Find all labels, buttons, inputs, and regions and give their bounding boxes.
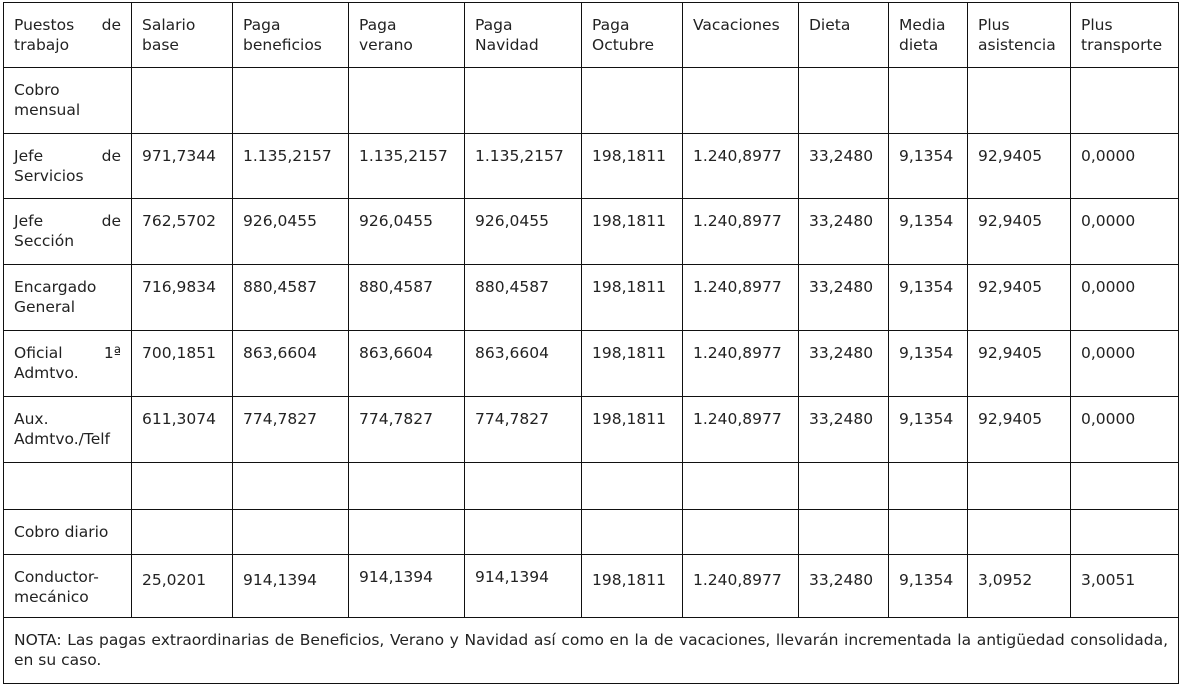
empty-cell [349,68,465,134]
puesto-cell [4,199,132,265]
section-label-monthly: Cobro mensual [4,68,132,134]
section-label-daily: Cobro diario [4,510,132,555]
section-row-monthly [4,68,1179,134]
paga-navidad-cell: 774,7827 [465,397,582,463]
puesto-word: mecánico [14,588,89,606]
empty-cell [968,68,1071,134]
puesto-cell [4,397,132,463]
empty-cell [1071,463,1179,510]
puesto-word: Admtvo./Telf [14,430,111,448]
empty-cell [132,510,233,555]
header-paga-navidad: Paga Navidad [465,3,582,68]
puesto-word: Encargado [14,278,97,296]
table-row [4,199,1179,265]
header-paga-beneficios: Paga beneficios [233,3,349,68]
puesto-cell [4,265,132,331]
empty-cell [683,463,799,510]
paga-octubre-cell: 198,1811 [582,397,683,463]
media-dieta-cell: 9,1354 [889,331,968,397]
paga-octubre-cell: 198,1811 [582,199,683,265]
salary-table [3,2,1179,684]
paga-beneficios-cell: 880,4587 [233,265,349,331]
paga-verano-cell: 1.135,2157 [349,134,465,199]
empty-cell [349,463,465,510]
media-dieta-cell: 9,1354 [889,199,968,265]
empty-cell [233,463,349,510]
header-plus-asistencia: Plus asistencia [968,3,1071,68]
paga-beneficios-cell: 863,6604 [233,331,349,397]
empty-cell [889,463,968,510]
puesto-word: Oficial [14,344,63,362]
empty-cell [132,68,233,134]
paga-verano-cell: 926,0455 [349,199,465,265]
header-vacaciones: Vacaciones [683,3,799,68]
salario-base-cell: 611,3074 [132,397,233,463]
section-row-daily [4,510,1179,555]
table-row [4,265,1179,331]
puesto-word: Jefe [14,212,44,230]
dieta-cell: 33,2480 [799,134,889,199]
plus-asistencia-cell: 92,9405 [968,199,1071,265]
puesto-word: Aux. [14,410,49,428]
puesto-word: de [101,212,121,230]
plus-asistencia-cell: 92,9405 [968,265,1071,331]
paga-verano-cell: 863,6604 [349,331,465,397]
empty-cell [889,510,968,555]
salario-base-cell: 25,0201 [132,555,233,618]
media-dieta-cell: 9,1354 [889,397,968,463]
empty-cell [349,510,465,555]
puesto-word: General [14,298,76,316]
paga-verano-cell: 914,1394 [349,555,465,618]
salario-base-cell: 762,5702 [132,199,233,265]
paga-octubre-cell: 198,1811 [582,331,683,397]
paga-navidad-cell: 1.135,2157 [465,134,582,199]
empty-cell [132,463,233,510]
plus-transporte-cell: 0,0000 [1071,331,1179,397]
paga-verano-cell: 880,4587 [349,265,465,331]
empty-row [4,463,1179,510]
header-plus-transporte: Plus transporte [1071,3,1179,68]
empty-cell [683,68,799,134]
header-dieta: Dieta [799,3,889,68]
puesto-word: 1ª [103,344,121,362]
empty-cell [582,463,683,510]
dieta-cell: 33,2480 [799,555,889,618]
header-paga-verano: Paga verano [349,3,465,68]
puesto-word: Servicios [14,167,84,185]
vacaciones-cell: 1.240,8977 [683,265,799,331]
empty-cell [799,510,889,555]
table-row [4,397,1179,463]
puesto-word: Conductor- [14,568,99,586]
empty-cell [889,68,968,134]
plus-transporte-cell: 0,0000 [1071,199,1179,265]
header-media-dieta: Media dieta [889,3,968,68]
puesto-word: Jefe [14,147,44,165]
empty-cell [799,463,889,510]
empty-cell [233,68,349,134]
paga-verano-cell: 774,7827 [349,397,465,463]
salario-base-cell: 700,1851 [132,331,233,397]
vacaciones-cell: 1.240,8977 [683,397,799,463]
empty-cell [582,510,683,555]
dieta-cell: 33,2480 [799,265,889,331]
paga-beneficios-cell: 926,0455 [233,199,349,265]
table-row [4,134,1179,199]
paga-beneficios-cell: 1.135,2157 [233,134,349,199]
paga-beneficios-cell: 914,1394 [233,555,349,618]
empty-cell [968,463,1071,510]
paga-octubre-cell: 198,1811 [582,555,683,618]
paga-navidad-cell: 914,1394 [465,555,582,618]
puesto-word: Sección [14,232,75,250]
header-puestos-word1: Puestos [14,16,75,34]
vacaciones-cell: 1.240,8977 [683,134,799,199]
empty-cell [968,510,1071,555]
salario-base-cell: 716,9834 [132,265,233,331]
dieta-cell: 33,2480 [799,331,889,397]
dieta-cell: 33,2480 [799,199,889,265]
puesto-word: de [101,147,121,165]
puesto-cell [4,331,132,397]
empty-cell [1071,510,1179,555]
plus-asistencia-cell: 92,9405 [968,134,1071,199]
empty-cell [4,463,132,510]
empty-cell [465,510,582,555]
empty-cell [1071,68,1179,134]
puesto-word: Admtvo. [14,364,79,382]
empty-cell [582,68,683,134]
header-puestos-word2: de [101,16,121,34]
puesto-cell [4,134,132,199]
paga-navidad-cell: 863,6604 [465,331,582,397]
header-row [4,3,1179,68]
header-salario-base: Salario base [132,3,233,68]
dieta-cell: 33,2480 [799,397,889,463]
paga-octubre-cell: 198,1811 [582,265,683,331]
vacaciones-cell: 1.240,8977 [683,199,799,265]
salario-base-cell: 971,7344 [132,134,233,199]
header-puestos-word3: trabajo [14,36,70,54]
plus-transporte-cell: 0,0000 [1071,134,1179,199]
vacaciones-cell: 1.240,8977 [683,555,799,618]
empty-cell [683,510,799,555]
plus-transporte-cell: 3,0051 [1071,555,1179,618]
plus-asistencia-cell: 92,9405 [968,331,1071,397]
empty-cell [465,463,582,510]
note-row [4,618,1179,684]
media-dieta-cell: 9,1354 [889,555,968,618]
paga-beneficios-cell: 774,7827 [233,397,349,463]
vacaciones-cell: 1.240,8977 [683,331,799,397]
note-text: NOTA: Las pagas extraordinarias de Beneficios, Verano y Navidad así como en la de vacaciones, llevarán incrementada la antigüedad consolidada, en su caso. [4,618,1179,684]
media-dieta-cell: 9,1354 [889,134,968,199]
puesto-cell [4,555,132,618]
media-dieta-cell: 9,1354 [889,265,968,331]
paga-navidad-cell: 926,0455 [465,199,582,265]
plus-asistencia-cell: 92,9405 [968,397,1071,463]
header-puestos [4,3,132,68]
empty-cell [233,510,349,555]
header-paga-octubre: Paga Octubre [582,3,683,68]
table-row [4,331,1179,397]
plus-transporte-cell: 0,0000 [1071,265,1179,331]
paga-octubre-cell: 198,1811 [582,134,683,199]
empty-cell [465,68,582,134]
empty-cell [799,68,889,134]
plus-transporte-cell: 0,0000 [1071,397,1179,463]
table-row [4,555,1179,618]
plus-asistencia-cell: 3,0952 [968,555,1071,618]
paga-navidad-cell: 880,4587 [465,265,582,331]
